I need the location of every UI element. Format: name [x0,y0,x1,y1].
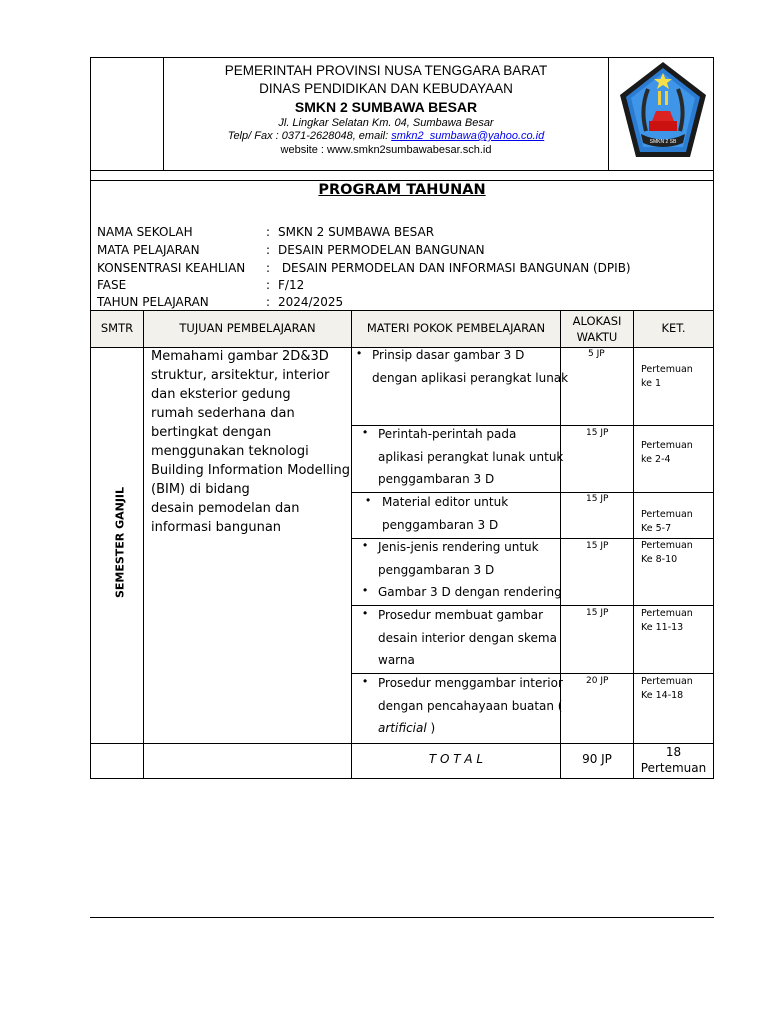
alokasi-value: 20 JP [586,676,609,686]
info-label-year: TAHUN PELAJARAN [97,295,209,309]
bullet-icon: • [363,538,368,552]
bullet-icon: • [357,346,362,360]
semester-label: SEMESTER GANJIL [113,486,127,599]
info-value-subject: DESAIN PERMODELAN BANGUNAN [278,243,485,257]
info-value-concentration: DESAIN PERMODELAN DAN INFORMASI BANGUNAN (DPIB) [278,261,631,275]
info-label-subject: MATA PELAJARAN [97,243,200,257]
header-address: Jl. Lingkar Selatan Km. 04, Sumbawa Besar [278,117,494,129]
header-phone: Telp/ Fax : 0371-2628048, email: [227,130,392,142]
bullet-icon: • [363,674,368,688]
header-school-name: SMKN 2 SUMBAWA BESAR [294,99,478,115]
objective-line: informasi bangunan [151,520,282,535]
alokasi-value: 15 JP [586,541,609,551]
objective-line: dan eksterior gedung [151,387,291,402]
school-logo [616,59,710,163]
header-line-dinas: DINAS PENDIDIKAN DAN KEBUDAYAAN [259,81,513,96]
info-sep: : [266,261,271,275]
bullet-icon: • [363,425,368,439]
info-label-phase: FASE [97,278,127,292]
objective-line: struktur, arsitektur, interior [151,368,330,383]
column-header-alokasi: ALOKASI WAKTU [572,314,622,344]
footer-rule [90,917,714,918]
learning-objective [151,347,350,537]
page-title: PROGRAM TAHUNAN [318,182,486,198]
alokasi-value: 5 JP [588,349,605,359]
header-contact [164,130,608,142]
header-website: website : www.smkn2sumbawabesar.sch.id [280,144,492,156]
materi-text: Prosedur menggambar interior dengan pencahayaan buatan ( artificial ) [378,676,563,735]
materi-text: Prinsip dasar gambar 3 D dengan aplikasi perangkat lunak [372,348,569,385]
objective-line: bertingkat dengan [151,425,272,440]
total-label: T O T A L [428,752,484,766]
column-header-smtr: SMTR [100,321,134,335]
info-value-phase: F/12 [278,278,305,292]
column-header-ket: KET. [661,321,686,335]
email-link[interactable]: smkn2_sumbawa@yahoo.co.id [391,130,545,142]
info-value-school: SMKN 2 SUMBAWA BESAR [278,225,435,239]
info-sep: : [266,278,271,292]
bullet-icon: • [366,493,371,507]
ket-value: Pertemuan Ke 14-18 [641,676,693,701]
objective-line: rumah sederhana dan [151,406,295,421]
materi-text: Material editor untuk penggambaran 3 D [382,495,509,532]
objective-line: (BIM) di bidang [151,482,250,497]
info-sep: : [266,295,271,309]
objective-line: menggunakan teknologi [151,444,309,459]
bullet-icon: • [363,606,368,620]
total-ket [634,744,713,776]
ket-value: Pertemuan Ke 5-7 [641,509,693,534]
bullet-icon: • [363,583,368,597]
info-sep: : [266,243,271,257]
objective-line: desain pemodelan dan [151,501,300,516]
objective-line: Memahami gambar 2D&3D [151,349,329,364]
alokasi-value: 15 JP [586,428,609,438]
info-sep: : [266,225,271,239]
materi-text: Perintah-perintah pada aplikasi perangkat lunak untuk penggambaran 3 D [378,427,564,486]
total-ket-count: 18 [665,745,682,759]
info-label-school: NAMA SEKOLAH [97,225,193,239]
materi-text: Gambar 3 D dengan rendering [378,585,562,599]
ket-value: Pertemuan Ke 11-13 [641,608,693,633]
materi-text: Prosedur membuat gambar desain interior dengan skema warna [378,608,557,667]
info-label-concentration: KONSENTRASI KEAHLIAN [97,261,246,275]
objective-line: Building Information Modelling [151,463,350,478]
total-ket-label: Pertemuan [640,761,707,775]
column-header-materi: MATERI POKOK PEMBELAJARAN [366,321,546,335]
materi-text: Jenis-jenis rendering untuk penggambaran 3 D [378,540,539,577]
svg-text:SMKN 2 SB: SMKN 2 SB [649,139,677,145]
ket-value: Pertemuan ke 1 [641,364,693,389]
alokasi-value: 15 JP [586,608,609,618]
ket-value: Pertemuan ke 2-4 [641,440,693,465]
column-header-tujuan: TUJUAN PEMBELAJARAN [179,321,316,335]
header-line-province: PEMERINTAH PROVINSI NUSA TENGGARA BARAT [224,63,548,78]
alokasi-value: 15 JP [586,494,609,504]
total-alokasi: 90 JP [582,752,612,766]
info-value-year: 2024/2025 [278,295,344,309]
ket-value: Pertemuan Ke 8-10 [641,540,693,565]
